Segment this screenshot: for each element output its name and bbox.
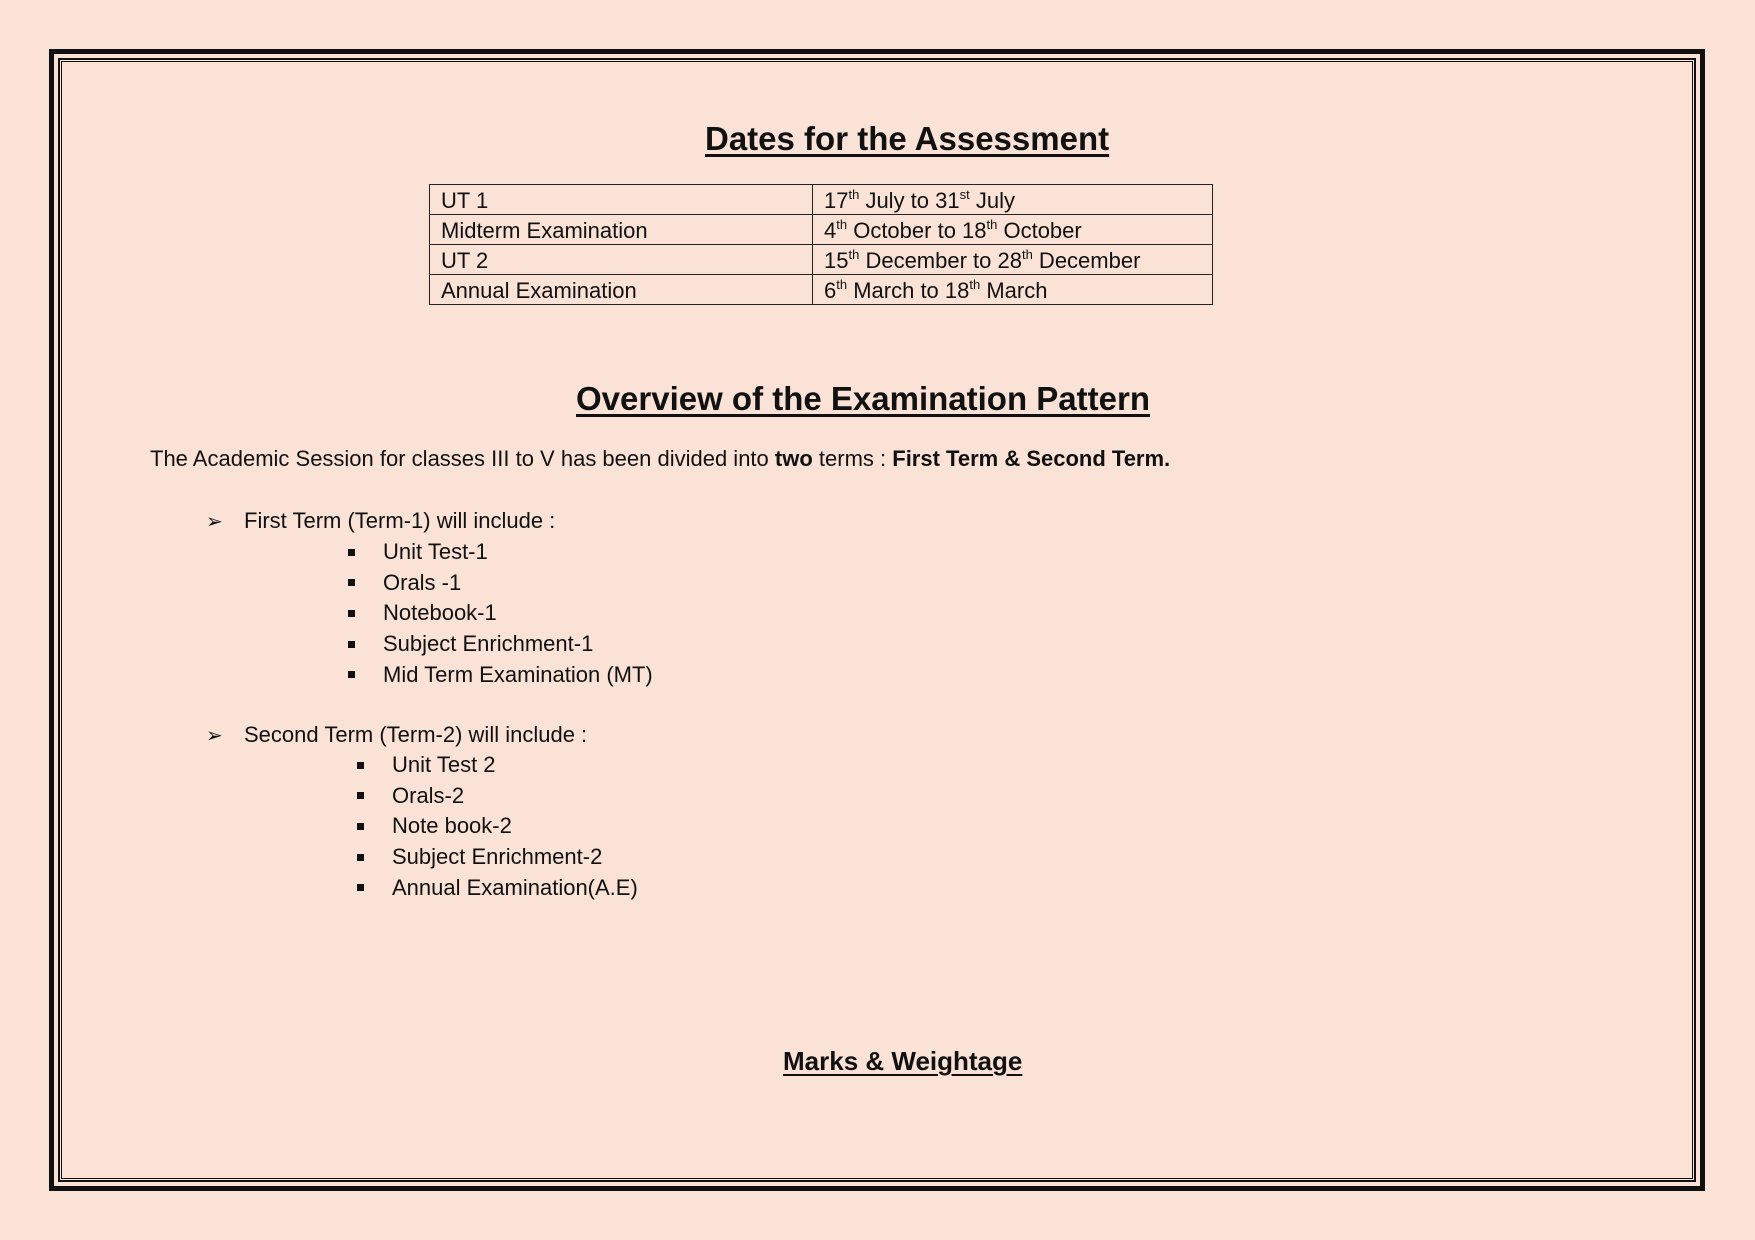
square-bullet-icon [348,671,355,678]
arrow-bullet-icon: ➢ [206,511,223,533]
table-row [430,275,1213,305]
list-item: Notebook-1 [348,598,653,629]
square-bullet-icon [357,854,364,861]
square-bullet-icon [357,823,364,830]
table-row [430,215,1213,245]
exam-date-cell: 15th December to 28th December [813,245,1213,275]
square-bullet-icon [348,579,355,586]
square-bullet-icon [348,549,355,556]
term2-label: Second Term (Term-2) will include : [244,722,588,747]
term1-heading [206,508,555,534]
square-bullet-icon [357,762,364,769]
list-item: Orals -1 [348,568,653,599]
list-item: Annual Examination(A.E) [357,872,638,903]
dates-table [429,184,1213,305]
exam-date-cell: 17th July to 31st July [813,185,1213,215]
list-item: Unit Test 2 [357,750,638,781]
overview-heading: Overview of the Examination Pattern [576,380,1150,417]
list-item: Subject Enrichment-1 [348,629,653,660]
square-bullet-icon [357,792,364,799]
list-item: Orals-2 [357,781,638,812]
term1-label: First Term (Term-1) will include : [244,508,556,533]
exam-date-cell: 4th October to 18th October [813,215,1213,245]
exam-name-cell: Midterm Examination [430,215,813,245]
square-bullet-icon [348,641,355,648]
exam-date-cell: 6th March to 18th March [813,275,1213,305]
exam-name-cell: UT 1 [430,185,813,215]
exam-name-cell: Annual Examination [430,275,813,305]
dates-heading: Dates for the Assessment [705,120,1110,157]
table-row [430,245,1213,275]
term2-heading [206,722,587,748]
square-bullet-icon [348,610,355,617]
list-item: Mid Term Examination (MT) [348,659,653,690]
marks-heading: Marks & Weightage [783,1046,1023,1076]
list-item: Unit Test-1 [348,537,653,568]
term2-list [357,750,638,903]
square-bullet-icon [357,884,364,891]
arrow-bullet-icon: ➢ [206,725,223,747]
intro-paragraph: The Academic Session for classes III to V has been divided into two terms : First Term & Second Term. [150,446,1171,471]
exam-name-cell: UT 2 [430,245,813,275]
term1-list [348,537,653,690]
table-row [430,185,1213,215]
list-item: Subject Enrichment-2 [357,842,638,873]
list-item: Note book-2 [357,811,638,842]
